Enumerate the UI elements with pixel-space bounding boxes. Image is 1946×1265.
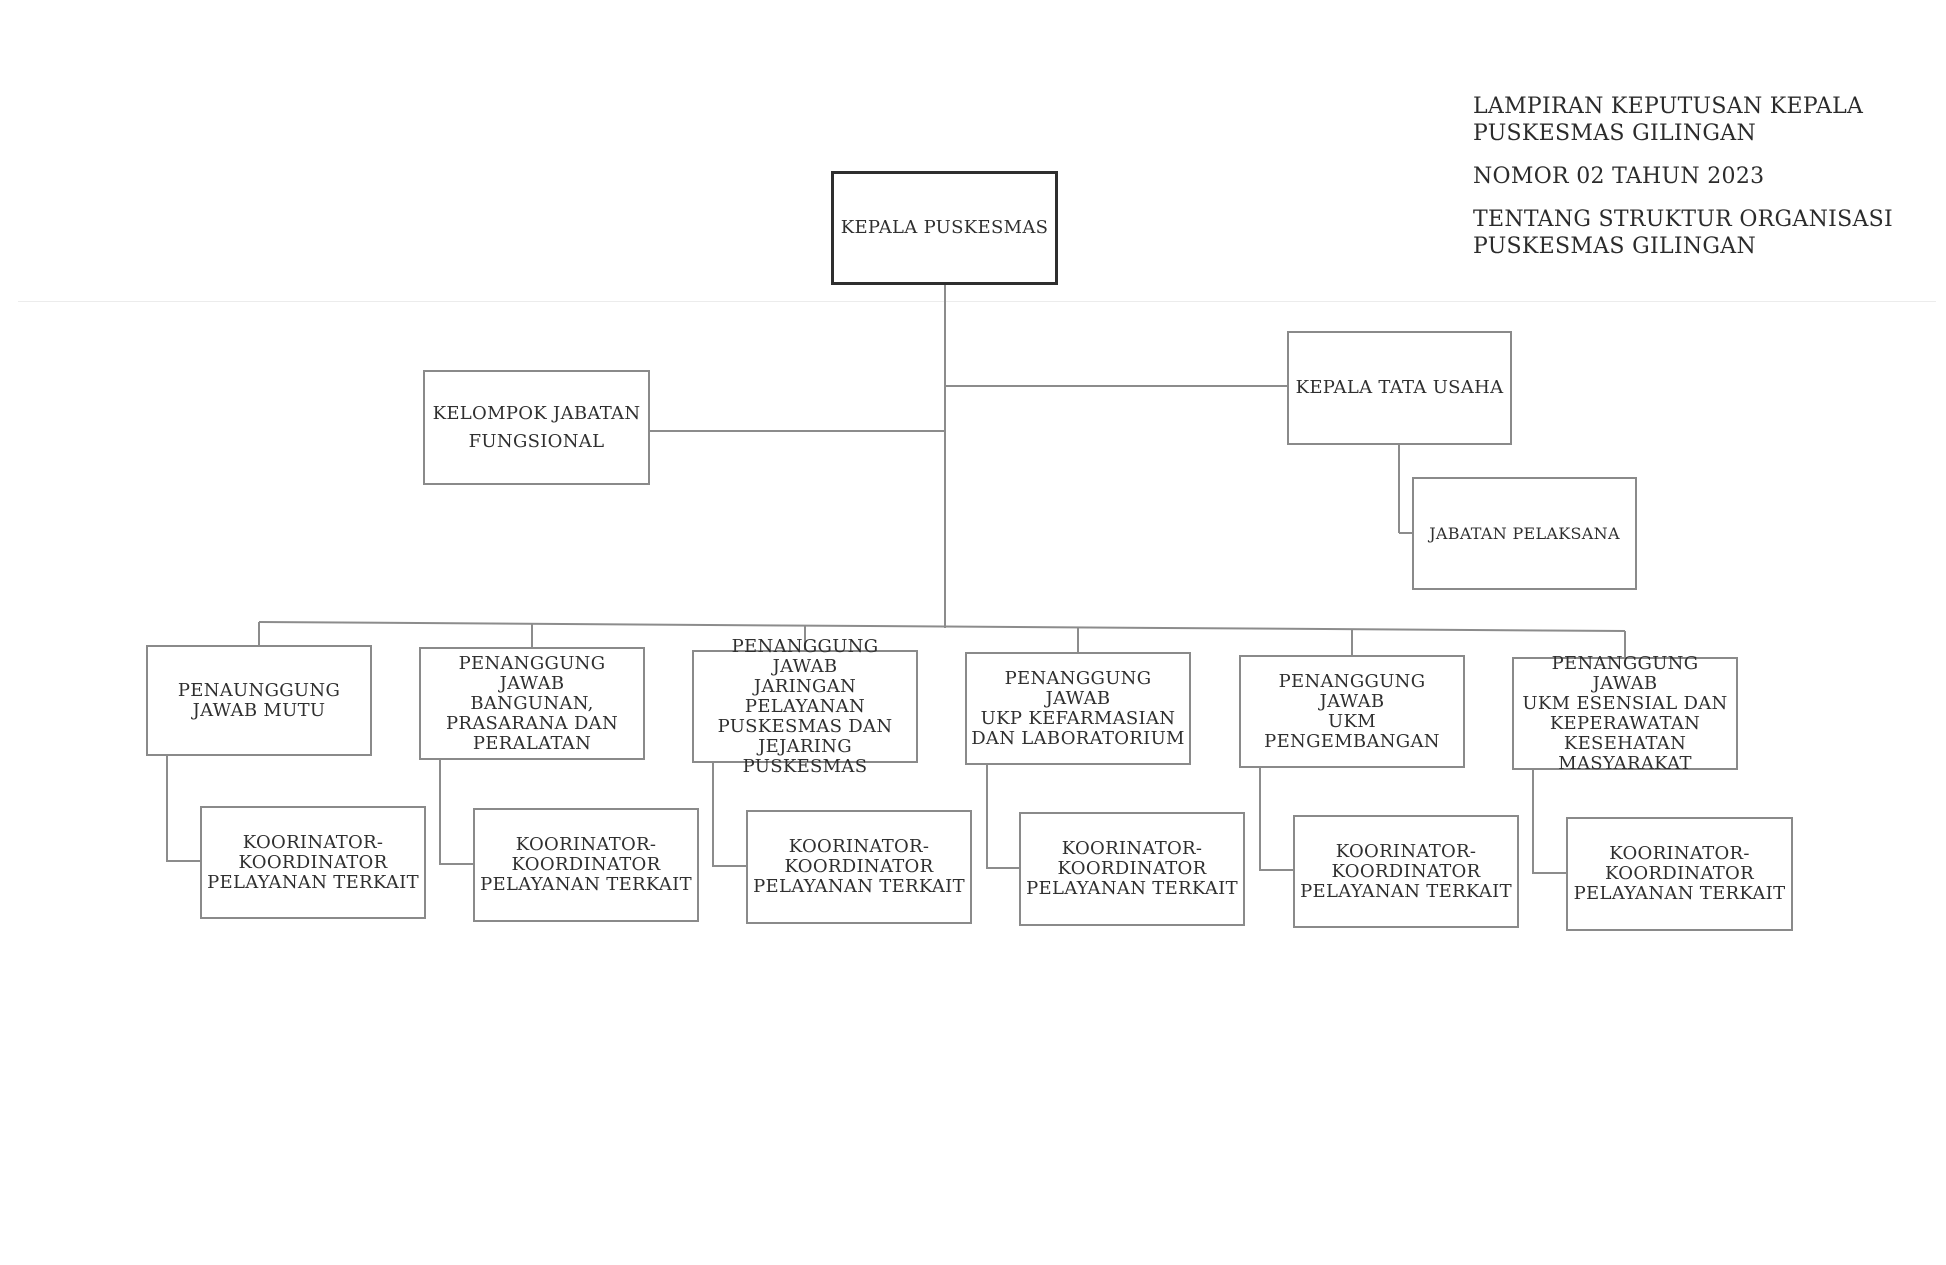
unit-3-title-line-1: PENANGGUNG JAWAB (731, 635, 879, 677)
node-unit-jaringan (692, 635, 918, 777)
node-unit-ukm-pengembangan (1239, 655, 1465, 768)
node-unit-bangunan-text (425, 654, 639, 754)
node-fungsional-text (433, 400, 641, 456)
decree-number: NOMOR 02 TAHUN 2023 (1473, 164, 1765, 189)
unit-3-title-line-2: JARINGAN PELAYANAN (744, 675, 866, 717)
unit-3-title-line-4: JEJARING (758, 735, 852, 757)
unit-2-title-line-4: PERALATAN (472, 732, 592, 754)
unit-6-title-line-4: KESEHATAN (1563, 732, 1687, 754)
unit-5-sub-line-1: KOORINATOR- (1335, 840, 1477, 862)
connector-sub-5 (1260, 768, 1293, 870)
unit-6-title-line-5: MASYARAKAT (1558, 752, 1692, 774)
unit-5-title-line-2: UKM PENGEMBANGAN (1264, 710, 1440, 752)
unit-2-title-line-2: BANGUNAN, (470, 692, 594, 714)
node-jabatan-pelaksana-label: JABATAN PELAKSANA (1429, 523, 1620, 543)
unit-1-sub-line-2: KOORDINATOR (238, 851, 388, 873)
unit-4-sub-line-1: KOORINATOR- (1061, 838, 1203, 859)
node-unit-ukm-esensial-koordinator (1566, 817, 1793, 931)
connector-sub-6 (1533, 770, 1566, 873)
unit-6-title-line-3: KEPERAWATAN (1549, 712, 1701, 734)
decree-title-line-1: LAMPIRAN KEPUTUSAN KEPALA (1473, 94, 1864, 119)
node-unit-ukp (965, 652, 1191, 765)
unit-5-title-line-1: PENANGGUNG JAWAB (1278, 670, 1426, 712)
unit-6-title-line-2: UKM ESENSIAL DAN (1522, 692, 1728, 714)
unit-3-title-line-3: PUSKESMAS DAN (717, 715, 893, 737)
node-unit-mutu-text (178, 681, 340, 721)
unit-6-sub-line-2: KOORDINATOR (1605, 863, 1754, 884)
node-fungsional-line-2: FUNGSIONAL (468, 430, 605, 452)
connector-sub-1 (167, 756, 200, 861)
node-unit-jaringan-text (698, 637, 912, 777)
unit-4-title-line-2: UKP KEFARMASIAN (980, 707, 1176, 729)
unit-4-sub-line-3: PELAYANAN TERKAIT (1026, 878, 1238, 899)
unit-2-sub-line-1: KOORINATOR- (515, 834, 657, 855)
node-kepala-tata-usaha (1287, 331, 1512, 445)
node-kepala-puskesmas (831, 171, 1058, 285)
node-unit-bangunan-koordinator (473, 808, 699, 922)
unit-1-title-line-1: PENAUNGGUNG (177, 679, 341, 701)
node-unit-ukp-text (971, 669, 1185, 749)
node-jabatan-pelaksana (1412, 477, 1637, 590)
node-kelompok-jabatan-fungsional (423, 370, 650, 485)
unit-2-sub-line-3: PELAYANAN TERKAIT (480, 874, 692, 895)
decree-title-line-2: PUSKESMAS GILINGAN (1473, 121, 1756, 146)
node-unit-ukm-pengembangan-koordinator-text (1300, 842, 1512, 902)
unit-3-title-line-5: PUSKESMAS (742, 755, 868, 777)
unit-3-sub-line-2: KOORDINATOR (784, 856, 934, 877)
node-unit-mutu-koordinator-text (207, 833, 419, 893)
connector-sub-4 (987, 765, 1019, 868)
node-fungsional-line-1: KELOMPOK JABATAN (432, 402, 641, 424)
node-unit-bangunan (419, 647, 645, 760)
node-unit-ukp-koordinator-text (1026, 839, 1238, 899)
unit-1-sub-line-1: KOORINATOR- (242, 831, 384, 853)
connector-sub-2 (440, 760, 473, 864)
node-unit-ukm-esensial (1512, 652, 1738, 774)
connector-sub-3 (713, 763, 746, 866)
connector-bus (259, 622, 1625, 631)
unit-3-sub-line-1: KOORINATOR- (788, 836, 930, 857)
unit-2-title-line-1: PENANGGUNG JAWAB (458, 652, 606, 694)
unit-6-sub-line-3: PELAYANAN TERKAIT (1573, 883, 1786, 904)
unit-4-title-line-3: DAN LABORATORIUM (971, 727, 1185, 749)
node-kepala-puskesmas-label: KEPALA PUSKESMAS (840, 217, 1049, 238)
unit-4-title-line-1: PENANGGUNG JAWAB (1004, 667, 1152, 709)
node-unit-ukm-pengembangan-text (1245, 672, 1459, 752)
unit-2-title-line-3: PRASARANA DAN (445, 712, 619, 734)
unit-5-sub-line-2: KOORDINATOR (1331, 860, 1481, 882)
unit-2-sub-line-2: KOORDINATOR (511, 854, 661, 875)
node-unit-mutu-koordinator (200, 806, 426, 919)
unit-6-title-line-1: PENANGGUNG JAWAB (1551, 652, 1699, 694)
node-unit-mutu (146, 645, 372, 756)
node-kepala-tata-usaha-label: KEPALA TATA USAHA (1295, 377, 1504, 398)
node-unit-ukm-pengembangan-koordinator (1293, 815, 1519, 928)
unit-6-sub-line-1: KOORINATOR- (1609, 843, 1750, 864)
unit-3-sub-line-3: PELAYANAN TERKAIT (753, 876, 965, 897)
unit-5-sub-line-3: PELAYANAN TERKAIT (1300, 880, 1512, 902)
decree-subject-line-2: PUSKESMAS GILINGAN (1473, 234, 1756, 259)
node-unit-jaringan-koordinator (746, 810, 972, 924)
unit-1-sub-line-3: PELAYANAN TERKAIT (207, 871, 419, 893)
node-unit-jaringan-koordinator-text (753, 837, 965, 897)
node-unit-ukm-esensial-text (1518, 654, 1732, 774)
decree-subject-line-1: TENTANG STRUKTUR ORGANISASI (1473, 207, 1894, 232)
node-unit-bangunan-koordinator-text (480, 835, 692, 895)
unit-1-title-line-2: JAWAB MUTU (192, 699, 326, 721)
unit-4-sub-line-2: KOORDINATOR (1057, 858, 1207, 879)
node-unit-ukm-esensial-koordinator-text (1574, 844, 1786, 904)
node-unit-ukp-koordinator (1019, 812, 1245, 926)
